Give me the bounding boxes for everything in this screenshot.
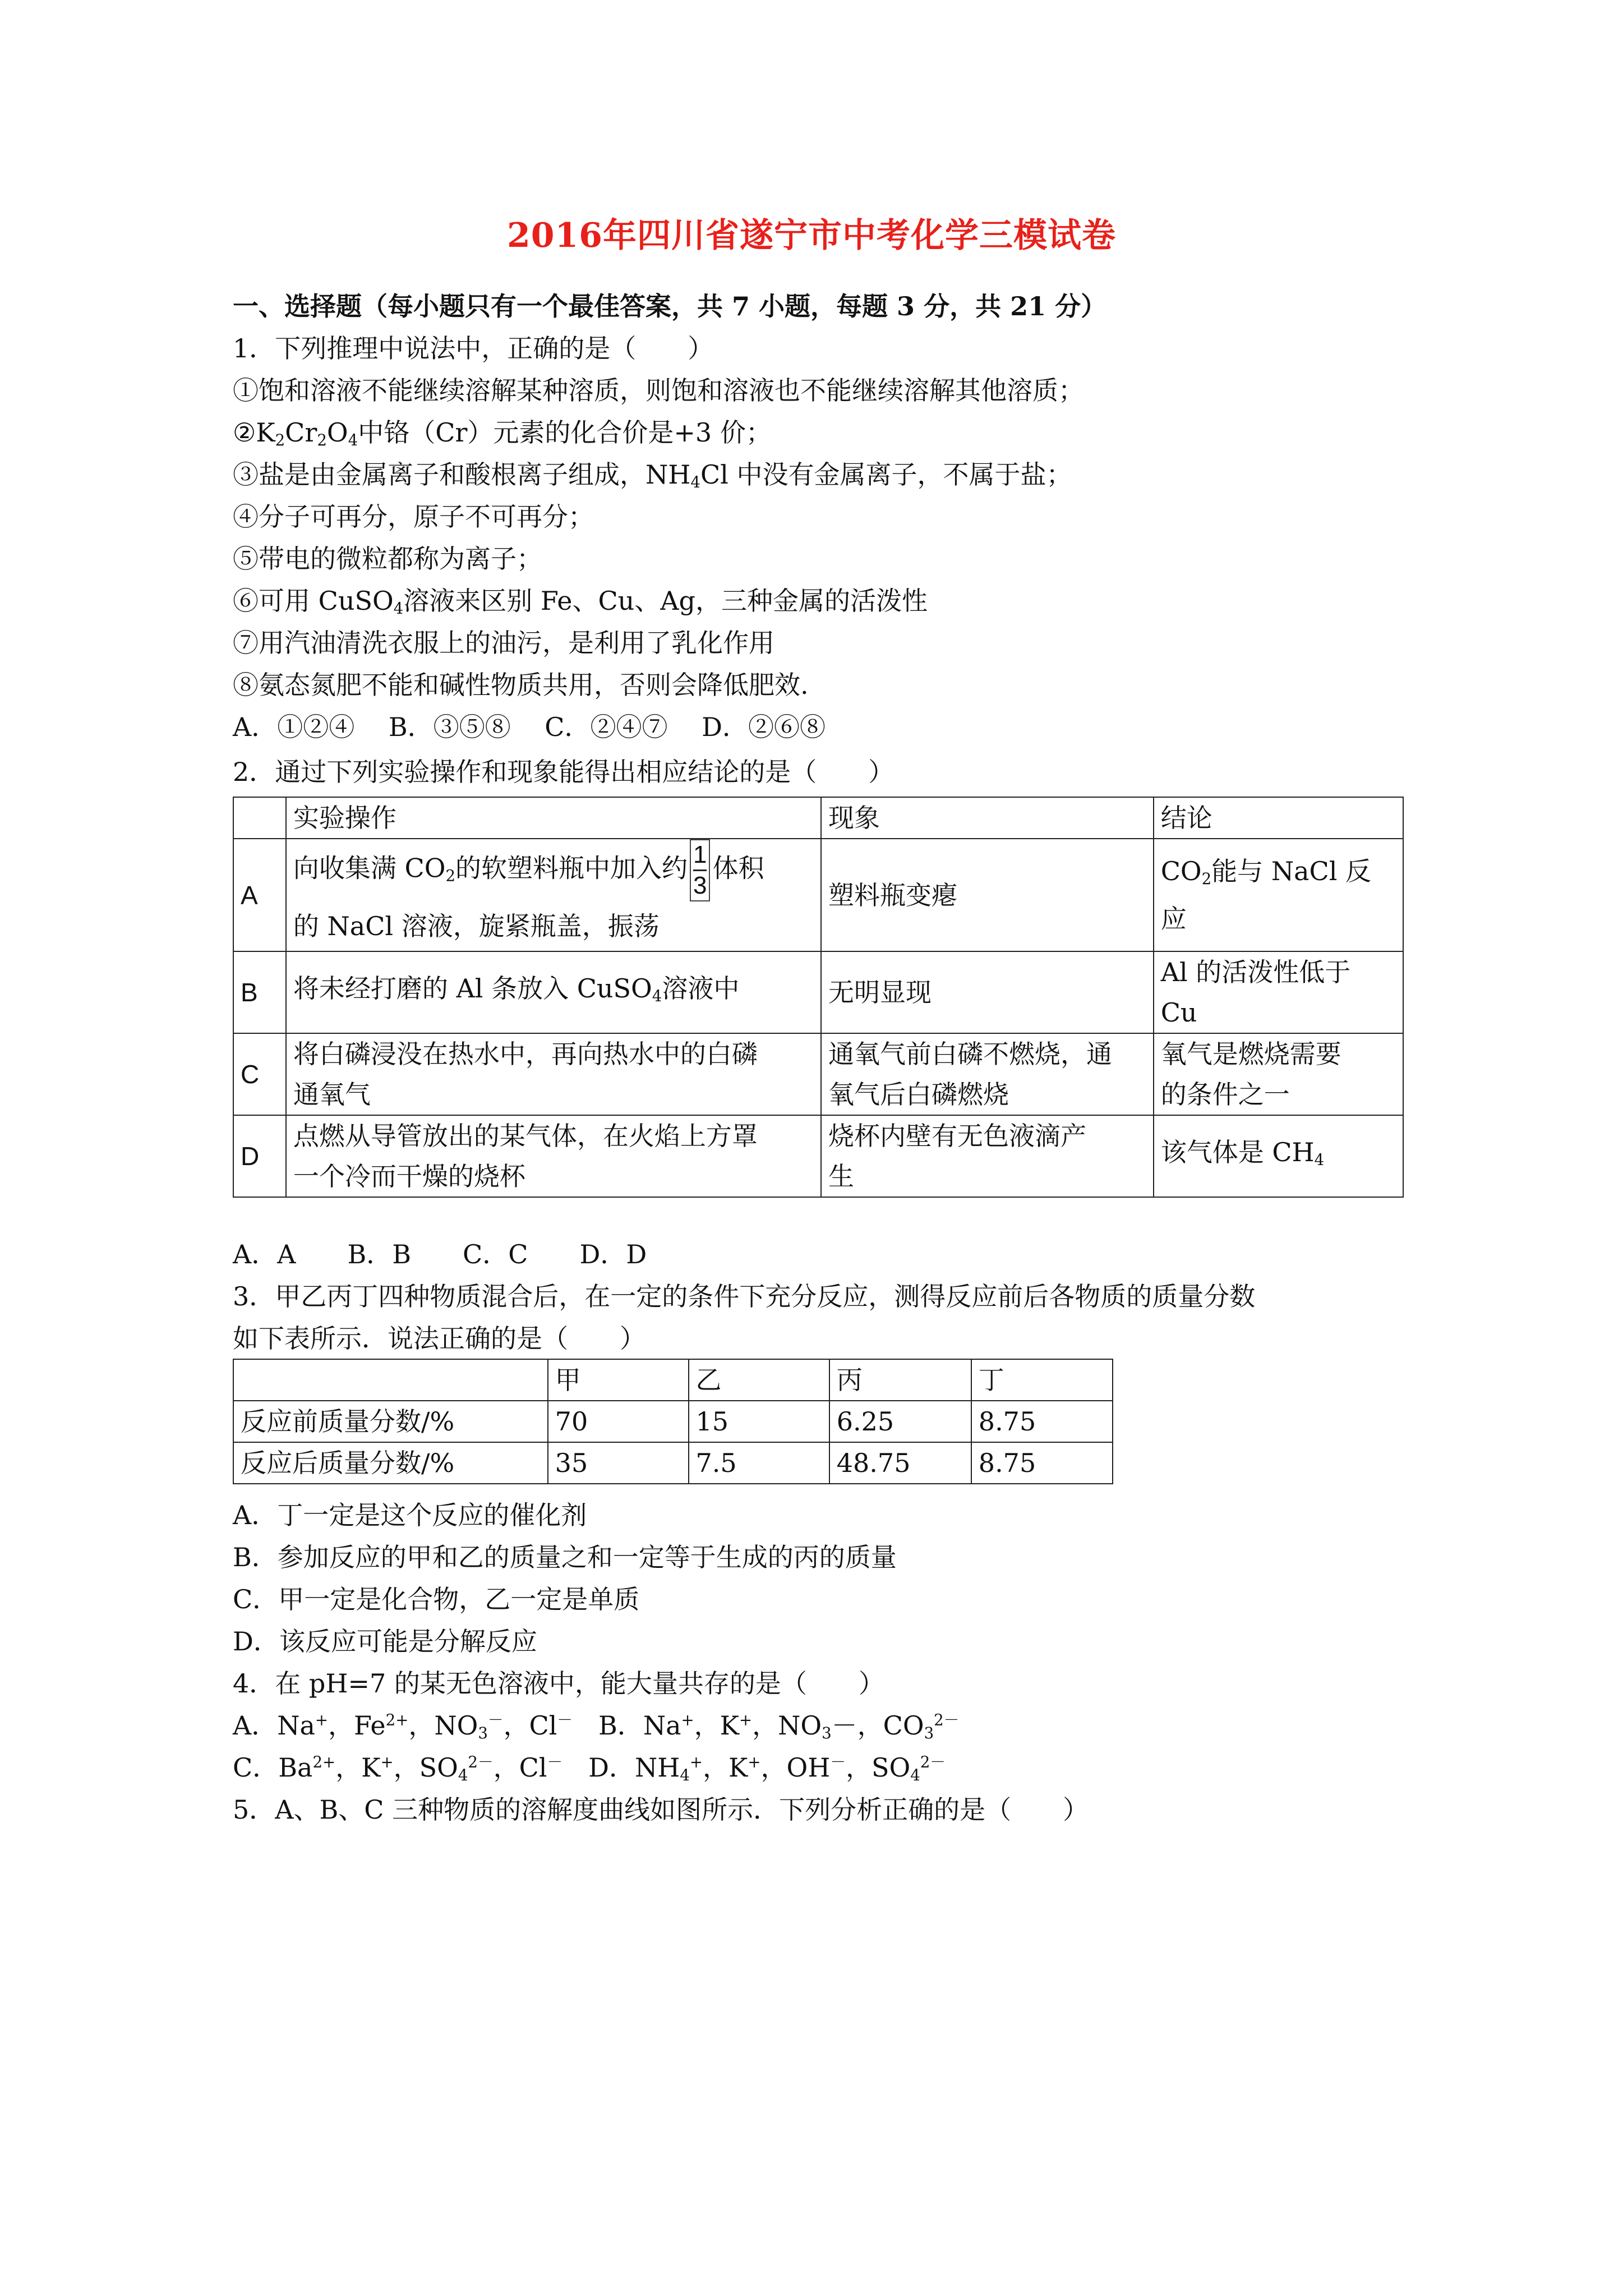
q4-options-cd: C．$Ba^{2+}$，K+，$SO_4^{2-}$，Cl－ D．$NH_4^+$，K+，OH－，$SO_4^{2-}$ xyxy=(233,1752,946,1784)
table-header-cell: 丁 xyxy=(971,1359,1113,1401)
table-header-cell: 实验操作 xyxy=(286,797,821,839)
table-header-cell xyxy=(233,797,286,839)
table-header-row xyxy=(233,1359,1113,1401)
table-header-cell: 乙 xyxy=(689,1359,829,1401)
q1-stem: 1．下列推理中说法中，正确的是（ ） xyxy=(233,333,714,364)
table-row xyxy=(233,951,1403,1033)
table-cell: 8.75 xyxy=(971,1401,1113,1442)
q3-option-a: A．丁一定是这个反应的催化剂 xyxy=(233,1500,587,1530)
table-header-cell: 现象 xyxy=(821,797,1154,839)
table-cell: 将白磷浸没在热水中，再向热水中的白磷 通氧气 xyxy=(286,1033,821,1115)
table-row xyxy=(233,1033,1403,1115)
page-title: 2016年四川省遂宁市中考化学三模试卷 xyxy=(507,216,1116,255)
table-row xyxy=(233,1401,1113,1442)
q3-stem-line-2: 如下表所示．说法正确的是（ ） xyxy=(233,1323,645,1354)
q3-option-b: B．参加反应的甲和乙的质量之和一定等于生成的丙的质量 xyxy=(233,1542,897,1572)
table-cell: 塑料瓶变瘪 xyxy=(821,839,1154,951)
table-cell: Al 的活泼性低于 Cu xyxy=(1154,951,1403,1033)
table-cell: 15 xyxy=(689,1401,829,1442)
q3-option-c: C．甲一定是化合物，乙一定是单质 xyxy=(233,1584,640,1614)
table-cell: 70 xyxy=(548,1401,689,1442)
table-cell: 48.75 xyxy=(829,1442,971,1484)
table-cell: 35 xyxy=(548,1442,689,1484)
fraction: $\frac{1}{3}$ xyxy=(690,839,710,901)
q3-stem-line-1: 3．甲乙丙丁四种物质混合后，在一定的条件下充分反应，测得反应前后各物质的质量分数 xyxy=(233,1281,1256,1312)
table-row xyxy=(233,1115,1403,1197)
table-header-row xyxy=(233,797,1403,839)
section-heading: 一、选择题（每小题只有一个最佳答案，共 7 小题，每题 3 分，共 21 分） xyxy=(233,291,1107,321)
q1-options: A．①②④ B．③⑤⑧ C．②④⑦ D．②⑥⑧ xyxy=(233,712,826,742)
q1-statement-5: ⑤带电的微粒都称为离子； xyxy=(233,544,542,574)
table-header-cell xyxy=(233,1359,548,1401)
row-label: C xyxy=(233,1033,286,1115)
table-cell: 氧气是燃烧需要 的条件之一 xyxy=(1154,1033,1403,1115)
table-header-cell: 结论 xyxy=(1154,797,1403,839)
table-row xyxy=(233,839,1403,951)
table-cell: 无明显现 xyxy=(821,951,1154,1033)
q3-mass-fraction-table xyxy=(233,1359,1113,1484)
table-header-cell: 丙 xyxy=(829,1359,971,1401)
q1-statement-3: ③盐是由金属离子和酸根离子组成，$NH_4Cl$ 中没有金属离子，不属于盐； xyxy=(233,459,1072,491)
q2-options: A．A B．B C．C D．D xyxy=(233,1239,647,1269)
q4-stem: 4．在 pH=7 的某无色溶液中，能大量共存的是（ ） xyxy=(233,1668,884,1699)
table-cell: 6.25 xyxy=(829,1401,971,1442)
table-cell: 向收集满 $CO_2$的软塑料瓶中加入约 $\frac{1}{3}$ 体积 的 NaCl 溶液，旋紧瓶盖，振荡 xyxy=(286,839,821,951)
table-cell: $CO_2$能与 NaCl 反 应 xyxy=(1154,839,1403,951)
table-row xyxy=(233,1442,1113,1484)
table-cell: 反应后质量分数/% xyxy=(233,1442,548,1484)
row-label: D xyxy=(233,1115,286,1197)
table-cell: 将未经打磨的 Al 条放入 CuSO$_4$溶液中 xyxy=(286,951,821,1033)
q5-stem: 5．A、B、C 三种物质的溶解度曲线如图所示．下列分析正确的是（ ） xyxy=(233,1795,1089,1825)
q1-statement-7: ⑦用汽油清洗衣服上的油污，是利用了乳化作用 xyxy=(233,628,774,658)
q1-statement-1: ①饱和溶液不能继续溶解某种溶质，则饱和溶液也不能继续溶解其他溶质； xyxy=(233,375,1084,406)
table-cell: 烧杯内壁有无色液滴产 生 xyxy=(821,1115,1154,1197)
table-cell: 7.5 xyxy=(689,1442,829,1484)
q1-statement-4: ④分子可再分，原子不可再分； xyxy=(233,501,594,532)
table-cell: 反应前质量分数/% xyxy=(233,1401,548,1442)
table-cell: 8.75 xyxy=(971,1442,1113,1484)
q3-option-d: D．该反应可能是分解反应 xyxy=(233,1626,537,1657)
table-cell: 通氧气前白磷不燃烧，通 氧气后白磷燃烧 xyxy=(821,1033,1154,1115)
table-cell: 点燃从导管放出的某气体，在火焰上方罩 一个冷而干燥的烧杯 xyxy=(286,1115,821,1197)
q4-options-ab: A．Na+，$Fe^{2+}$，$NO_3^-$，Cl－ B．Na+，K+，$NO_3-$，$CO_3^{2-}$ xyxy=(233,1710,960,1742)
q1-statement-8: ⑧氨态氮肥不能和碱性物质共用，否则会降低肥效. xyxy=(233,670,809,700)
table-cell: 该气体是 $CH_4$ xyxy=(1154,1115,1403,1197)
table-header-cell: 甲 xyxy=(548,1359,689,1401)
q2-stem: 2．通过下列实验操作和现象能得出相应结论的是（ ） xyxy=(233,757,895,787)
row-label: B xyxy=(233,951,286,1033)
q1-statement-6: ⑥可用 CuSO$_4$溶液来区别 Fe、Cu、Ag，三种金属的活泼性 xyxy=(233,586,928,618)
q2-experiment-table xyxy=(233,797,1404,1198)
q1-statement-2: $②K_2Cr_2O_4$中铬（Cr）元素的化合价是+3 价； xyxy=(233,417,772,449)
row-label: A xyxy=(233,839,286,951)
